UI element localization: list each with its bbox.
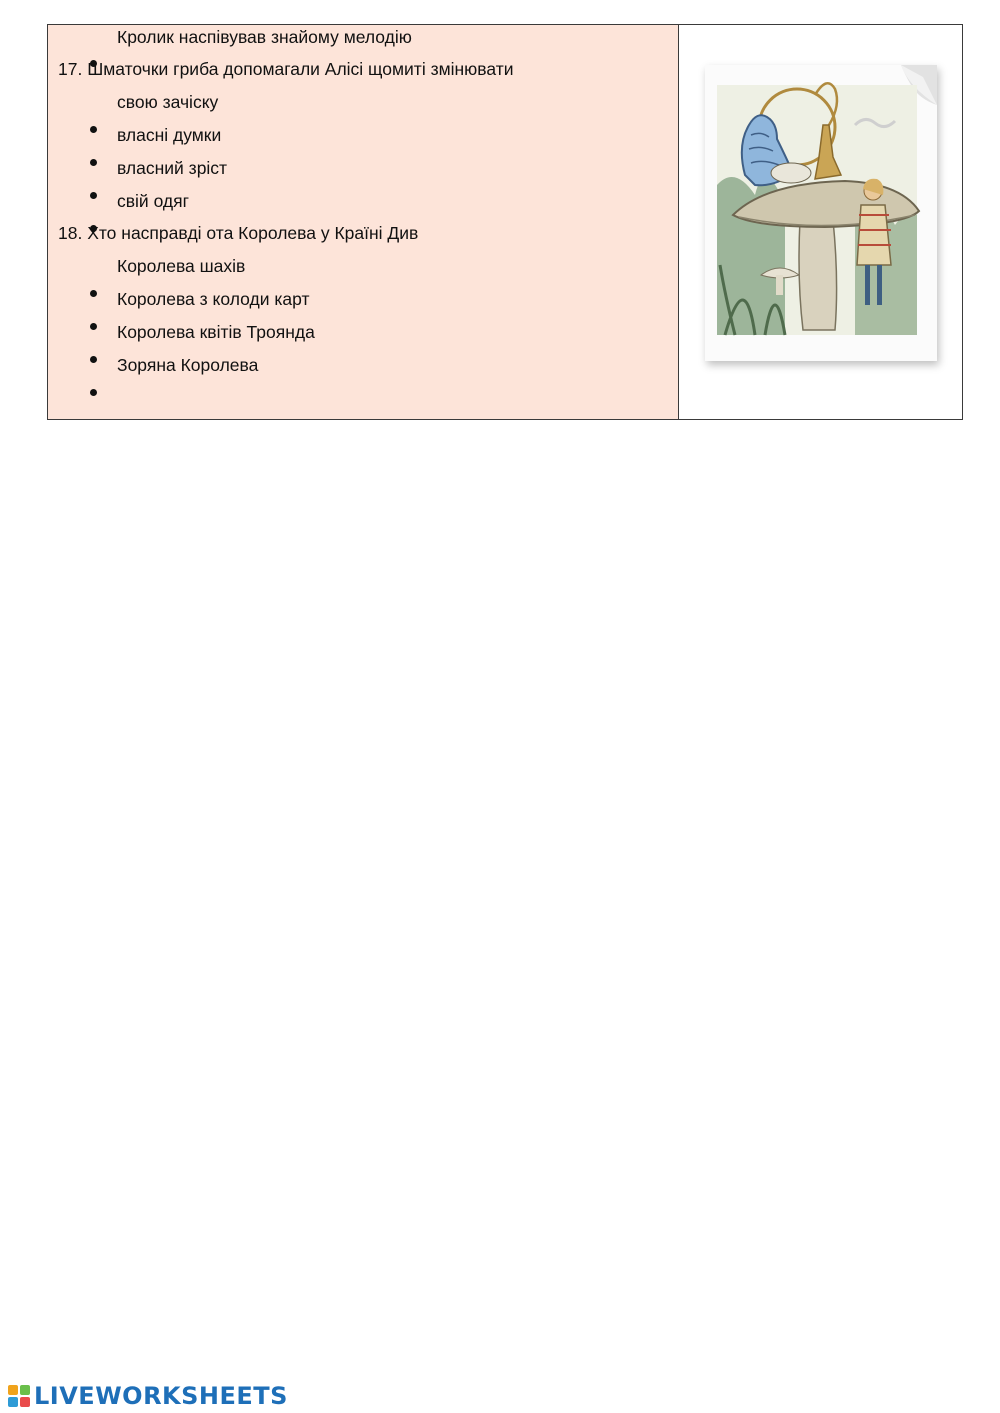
bullet — [90, 159, 97, 166]
bullet — [90, 126, 97, 133]
answer-option[interactable]: Зоряна Королева — [117, 355, 259, 375]
answer-option[interactable]: власні думки — [117, 125, 222, 145]
brand-text: LIVEWORKSHEETS — [34, 1382, 288, 1410]
answer-option[interactable]: Королева квітів Троянда — [117, 322, 315, 342]
answer-option[interactable]: власний зріст — [117, 158, 228, 178]
answer-option[interactable]: Королева шахів — [117, 256, 246, 276]
bullet — [90, 389, 97, 396]
bullet — [90, 356, 97, 363]
caterpillar-illustration-icon — [705, 65, 937, 361]
question-17: 17. Шматочки гриба допомагали Алісі щомиті змінювати — [58, 59, 514, 79]
logo-grid-icon — [8, 1385, 30, 1407]
answer-option[interactable]: свою зачіску — [117, 92, 219, 112]
bullet — [90, 290, 97, 297]
answer-option[interactable]: Королева з колоди карт — [117, 289, 310, 309]
answer-option[interactable]: Кролик наспівував знайому мелодію — [117, 27, 412, 47]
questions-cell — [48, 25, 679, 419]
bullet — [90, 323, 97, 330]
question-table — [47, 24, 963, 420]
question-18: 18. Хто насправді ота Королева у Країні Див — [58, 223, 419, 243]
illustration-drawing — [705, 65, 937, 361]
illustration-cell — [679, 25, 962, 419]
liveworksheets-logo — [8, 1381, 288, 1411]
answer-option[interactable]: свій одяг — [117, 191, 189, 211]
bullet — [90, 192, 97, 199]
